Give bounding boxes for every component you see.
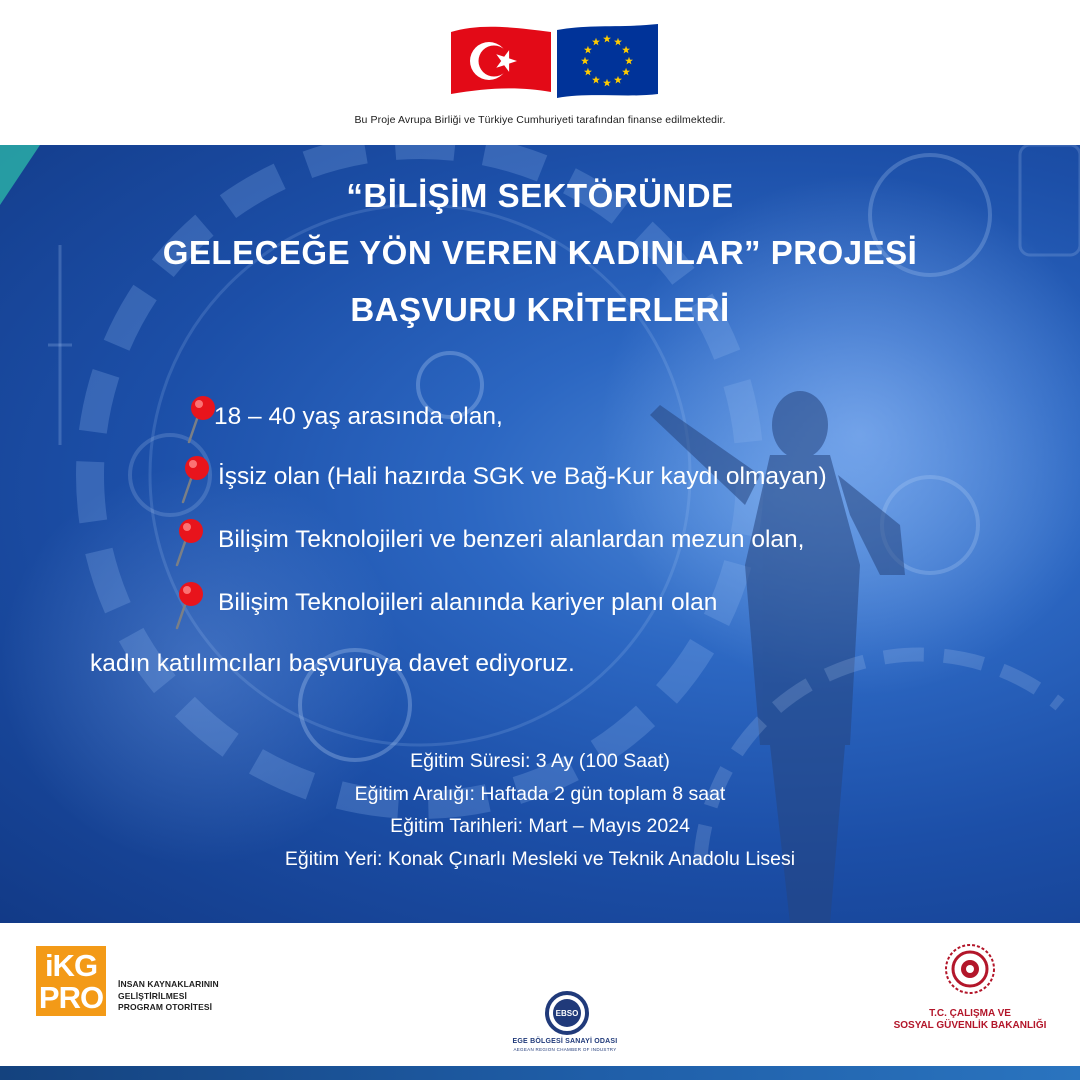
training-schedule: Eğitim Aralığı: Haftada 2 gün toplam 8 saat xyxy=(354,782,726,805)
ebso-logo xyxy=(505,991,625,1061)
pushpin-icon xyxy=(184,394,218,444)
criterion-career-plan xyxy=(172,589,717,630)
page-title xyxy=(0,167,1080,338)
main-panel xyxy=(0,145,1080,923)
ikg-badge-top: iKG xyxy=(44,948,98,983)
pushpin-icon xyxy=(172,580,206,630)
pushpin-icon xyxy=(172,517,206,567)
training-details xyxy=(0,745,1080,875)
criterion-text: 18 – 40 yaş arasında olan, xyxy=(214,403,503,430)
ministry-emblem-icon xyxy=(944,943,996,995)
ikg-name-line-1: İNSAN KAYNAKLARININ xyxy=(118,979,219,989)
title-line-3: BAŞVURU KRİTERLERİ xyxy=(350,291,730,328)
ebso-subtitle: AEGEAN REGION CHAMBER OF INDUSTRY xyxy=(513,1047,617,1052)
criterion-age xyxy=(184,403,503,444)
criterion-text: Bilişim Teknolojileri ve benzeri alanlardan mezun olan, xyxy=(218,526,805,553)
ministry-name-line-1: T.C. ÇALIŞMA VE xyxy=(929,1008,1011,1019)
training-location: Eğitim Yeri: Konak Çınarlı Mesleki ve Teknik Anadolu Lisesi xyxy=(284,847,796,870)
training-duration: Eğitim Süresi: 3 Ay (100 Saat) xyxy=(410,750,670,772)
ikg-pro-badge xyxy=(36,946,106,1016)
invitation-text: kadın katılımcıları başvuruya davet ediyoruz. xyxy=(90,650,575,677)
criterion-text: İşsiz olan (Hali hazırda SGK ve Bağ-Kur kaydı olmayan) xyxy=(218,463,827,490)
ebso-emblem-icon xyxy=(545,991,589,1035)
footer xyxy=(0,923,1080,1080)
pushpin-icon xyxy=(178,454,212,504)
title-line-1: “BİLİŞİM SEKTÖRÜNDE xyxy=(346,177,734,214)
ikg-pro-name xyxy=(118,979,219,1014)
ministry-logo xyxy=(880,943,1060,1043)
title-line-2: GELECEĞE YÖN VEREN KADINLAR” PROJESİ xyxy=(162,234,918,271)
svg-text:EBSO: EBSO xyxy=(555,1009,579,1018)
header xyxy=(0,0,1080,145)
turkey-flag-icon xyxy=(447,22,555,100)
criterion-unemployed xyxy=(178,463,827,504)
ebso-name: EGE BÖLGESİ SANAYİ ODASI xyxy=(512,1038,618,1045)
training-dates: Eğitim Tarihleri: Mart – Mayıs 2024 xyxy=(390,815,690,837)
funding-statement: Bu Proje Avrupa Birliği ve Türkiye Cumhuriyeti tarafından finanse edilmektedir. xyxy=(354,114,726,126)
ikg-badge-bottom: PRO xyxy=(38,980,104,1015)
eu-flag-icon xyxy=(555,22,660,100)
ministry-name xyxy=(880,1008,1060,1032)
criterion-graduate xyxy=(172,526,805,567)
criterion-text: Bilişim Teknolojileri alanında kariyer planı olan xyxy=(218,589,718,616)
ikg-name-line-2: GELİŞTİRİLMESİ xyxy=(118,990,187,1001)
footer-bar xyxy=(0,1066,1080,1080)
ministry-name-line-2: SOSYAL GÜVENLİK BAKANLIĞI xyxy=(893,1020,1047,1031)
ikg-pro-logo xyxy=(36,946,226,1016)
ikg-name-line-3: PROGRAM OTORİTESİ xyxy=(118,1002,213,1012)
